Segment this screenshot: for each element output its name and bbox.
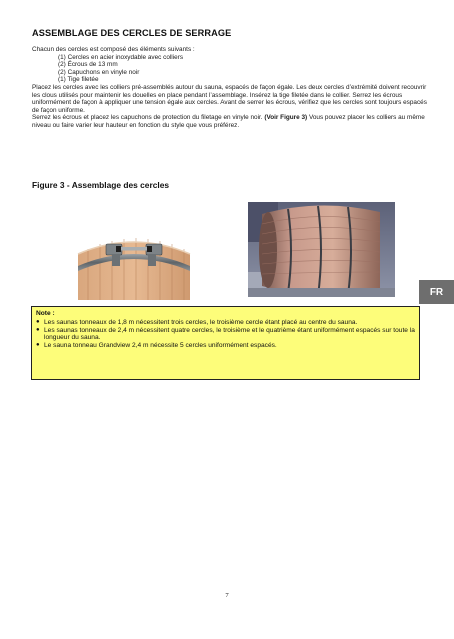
section-heading: ASSEMBLAGE DES CERCLES DE SERRAGE (32, 28, 232, 38)
tightening-paragraph (32, 114, 427, 129)
component-item: (2) Capuchons en vinyle noir (58, 68, 140, 76)
placement-paragraph: Placez les cercles avec les colliers pré-assemblés autour du sauna, espacés de façon égale. Les deux cercles d’extrémité doivent recouvrir les clous utilisés pour maintenir les douelles en place pendant l’assemblage. Insérez la tige filetée dans le collier. Serrez les écrous uniformément de façon à appliquer une tension égale aux cercles. Avant de serrer les écrous, vérifiez que les cercles sont toujours espacés de façon uniforme. (32, 83, 427, 114)
instructions-body (32, 46, 427, 130)
note-list (36, 319, 415, 350)
components-intro: Chacun des cercles est composé des éléments suivants : (32, 46, 195, 53)
component-item: (2) Écrous de 13 mm (58, 61, 118, 69)
figure-reference: (Voir Figure 3) (264, 114, 308, 122)
tightening-text-end: Vous pouvez placer les colliers au même niveau ou faire varier leur hauteur en fonction du style que vous préférez. (32, 114, 425, 129)
band-clamp-closeup-photo (74, 208, 194, 300)
note-item: ● Le sauna tonneau Grandview 2,4 m nécessite 5 cercles uniformément espacés. (36, 342, 415, 350)
component-item: (1) Tige filetée (58, 76, 99, 84)
page-number: 7 (225, 592, 229, 599)
note-item: ● Les saunas tonneaux de 2,4 m nécessitent quatre cercles, le troisième et le quatrième étant uniformément espacés sur toute la longueur du sauna. (36, 327, 415, 343)
tightening-text-start: Serrez les écrous et placez les capuchons de protection du filetage en vinyle noir. (32, 114, 265, 122)
note-item: ● Les saunas tonneaux de 1,8 m nécessitent trois cercles, le troisième cercle étant placé au centre du sauna. (36, 319, 415, 327)
component-item: (1) Cercles en acier inoxydable avec colliers (58, 53, 184, 61)
language-tab: FR (419, 280, 454, 304)
note-title: Note : (36, 310, 55, 317)
components-list (32, 54, 427, 84)
barrel-sauna-photo (248, 202, 395, 297)
note-box (31, 306, 420, 380)
figure-title: Figure 3 - Assemblage des cercles (32, 180, 170, 190)
